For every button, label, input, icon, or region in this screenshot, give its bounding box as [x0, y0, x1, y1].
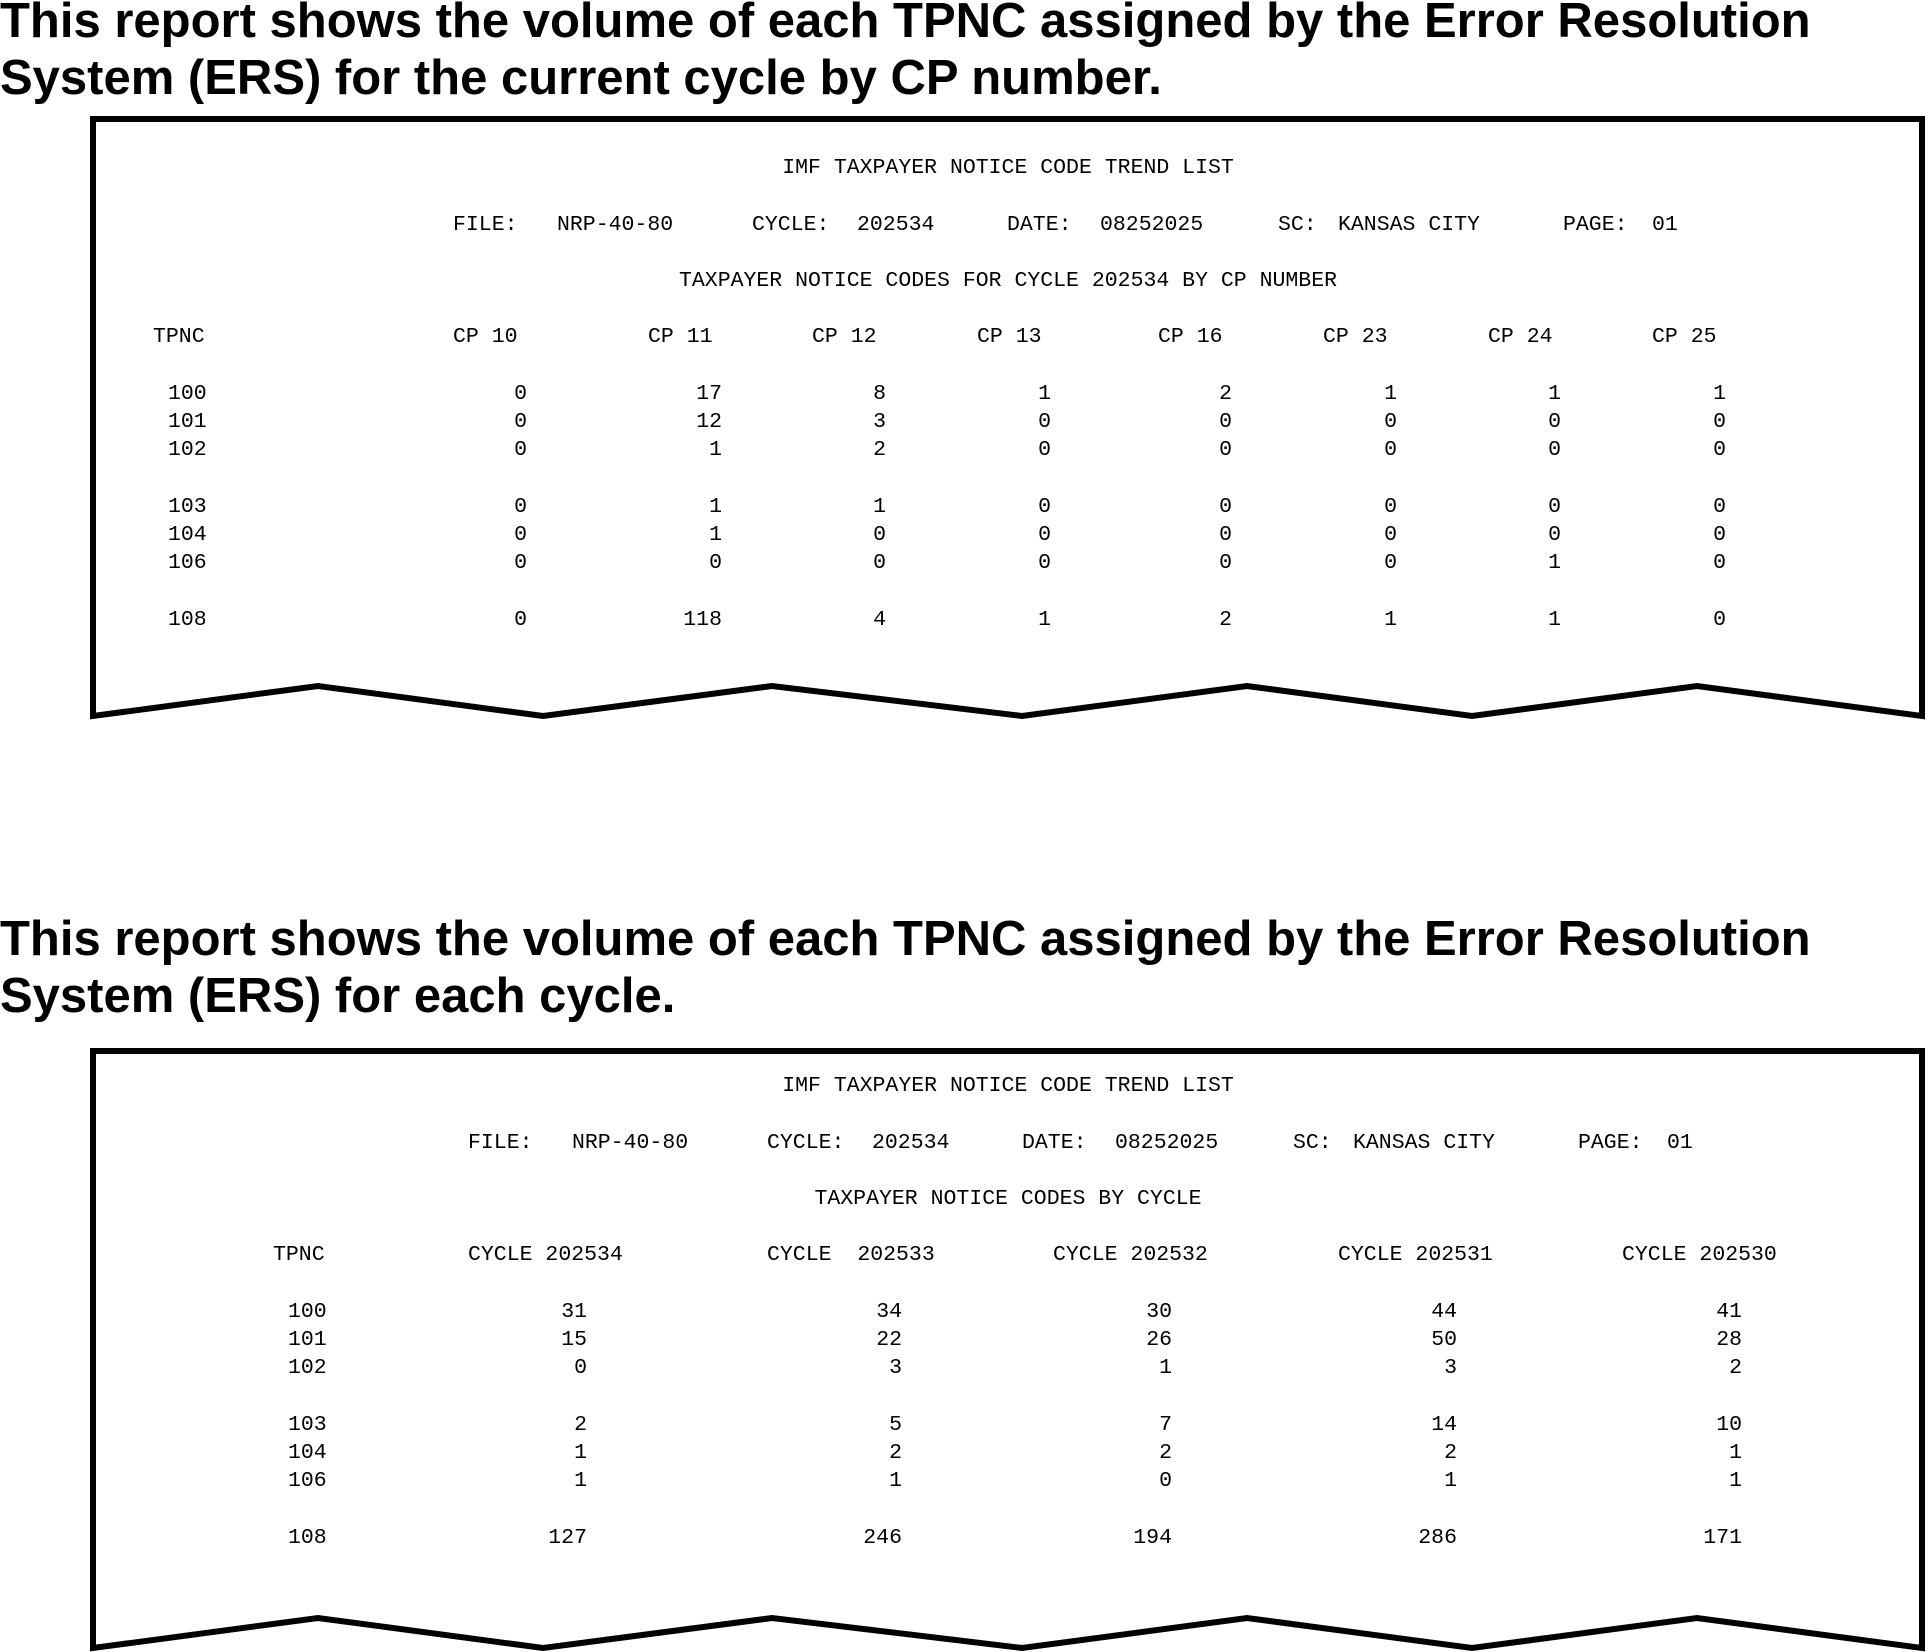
report-2-table-cell: 3: [889, 1356, 902, 1380]
report-2-table-cell: 5: [889, 1413, 902, 1437]
report-2-table-cell: 1: [1159, 1356, 1172, 1380]
report-1-table-cell: 1: [873, 495, 886, 519]
report-1-table-cell: 0: [514, 410, 527, 434]
report-1-table-cell: 1: [1384, 382, 1397, 406]
report-2-table-cell: 10: [1716, 1413, 1742, 1437]
report-2-table-cell: 14: [1431, 1413, 1457, 1437]
report-1-table-cell: 0: [1548, 495, 1561, 519]
report-1-table-cell: 0: [1038, 523, 1051, 547]
report-1-table-cell: 1: [709, 438, 722, 462]
report-1-table-cell: 0: [1713, 438, 1726, 462]
report-2-table-cell: 1: [1444, 1469, 1457, 1493]
report-1-date-label: DATE:: [1007, 213, 1072, 237]
report-1-table-cell: 0: [1384, 523, 1397, 547]
report-2-table-cell: 50: [1431, 1328, 1457, 1352]
report-1-column-header: CP 12: [812, 325, 877, 349]
report-1-table-cell: 0: [1219, 410, 1232, 434]
report-1-column-header: CP 25: [1652, 325, 1717, 349]
report-1-table-cell: 0: [1384, 495, 1397, 519]
report-2-column-header: CYCLE 202530: [1622, 1243, 1777, 1267]
report-2-column-header: CYCLE 202533: [767, 1243, 935, 1267]
report-1-table-cell: 0: [514, 551, 527, 575]
report-2-subtitle: TAXPAYER NOTICE CODES BY CYCLE: [814, 1187, 1202, 1211]
report-1-table-cell: 0: [1384, 410, 1397, 434]
report-2-sc-value: KANSAS CITY: [1353, 1131, 1495, 1155]
report-1-table-cell: 1: [1038, 608, 1051, 632]
report-1-page-label: PAGE:: [1563, 213, 1628, 237]
report-2-cycle-value: 202534: [872, 1131, 950, 1155]
report-2-tpnc-code: 101: [288, 1328, 327, 1352]
report-2-page-value: 01: [1667, 1131, 1693, 1155]
report-1-table-cell: 0: [873, 551, 886, 575]
report-2-table-cell: 2: [1159, 1441, 1172, 1465]
report-1-subtitle: TAXPAYER NOTICE CODES FOR CYCLE 202534 BY CP NUMBER: [678, 269, 1338, 293]
report-1-table-cell: 0: [514, 382, 527, 406]
report-2-table-cell: 2: [889, 1441, 902, 1465]
report-2-column-header: TPNC: [273, 1243, 325, 1267]
report-1-date-value: 08252025: [1100, 213, 1204, 237]
report-1-table-cell: 0: [1713, 495, 1726, 519]
report-1-table-cell: 0: [1219, 523, 1232, 547]
report-1-column-header: TPNC: [153, 325, 205, 349]
report-2-column-header: CYCLE 202534: [468, 1243, 623, 1267]
report-2-table-cell: 2: [1729, 1356, 1742, 1380]
report-1-column-header: CP 23: [1323, 325, 1388, 349]
report-2-table-cell: 34: [876, 1300, 902, 1324]
report-1-table-cell: 0: [1038, 551, 1051, 575]
report-2-file-value: NRP-40-80: [572, 1131, 689, 1155]
report-2-column-header: CYCLE 202531: [1338, 1243, 1493, 1267]
report-1-tpnc-code: 100: [168, 382, 207, 406]
report-1-table-cell: 0: [1038, 438, 1051, 462]
report-2-date-label: DATE:: [1022, 1131, 1087, 1155]
report-1-table-cell: 1: [709, 495, 722, 519]
report-1-table-cell: 0: [1219, 438, 1232, 462]
report-1-table-cell: 0: [709, 551, 722, 575]
report-2-table-cell: 30: [1146, 1300, 1172, 1324]
report-2-file-label: FILE:: [468, 1131, 533, 1155]
report-1-table-cell: 0: [1219, 495, 1232, 519]
report-1-file-value: NRP-40-80: [557, 213, 674, 237]
report-1-table-cell: 1: [1548, 382, 1561, 406]
report-2-tpnc-code: 104: [288, 1441, 327, 1465]
report-2-description: This report shows the volume of each TPNC assigned by the Error Resolution System (ERS) for each cycle.: [0, 912, 1811, 1023]
report-1-table-cell: 1: [1548, 551, 1561, 575]
report-1-tpnc-code: 102: [168, 438, 207, 462]
report-1-table-cell: 2: [1219, 382, 1232, 406]
report-2-table-cell: 7: [1159, 1413, 1172, 1437]
report-2-table-cell: 2: [574, 1413, 587, 1437]
report-2-cycle-label: CYCLE:: [767, 1131, 845, 1155]
report-2-tpnc-code: 100: [288, 1300, 327, 1324]
report-1-tpnc-code: 101: [168, 410, 207, 434]
report-2-table-cell: 127: [548, 1526, 587, 1550]
report-1-table-cell: 0: [514, 523, 527, 547]
report-1-table-cell: 0: [1713, 608, 1726, 632]
report-1-table-cell: 1: [1038, 382, 1051, 406]
report-1-column-header: CP 13: [977, 325, 1042, 349]
report-2-tpnc-code: 108: [288, 1526, 327, 1550]
report-1-column-header: CP 11: [648, 325, 713, 349]
report-2-table-cell: 31: [561, 1300, 587, 1324]
report-2-table-cell: 0: [1159, 1469, 1172, 1493]
report-1-table-cell: 0: [1713, 523, 1726, 547]
report-1-table-cell: 1: [1548, 608, 1561, 632]
report-1-sc-value: KANSAS CITY: [1338, 213, 1480, 237]
report-1-table-cell: 0: [873, 523, 886, 547]
report-1-page-value: 01: [1652, 213, 1678, 237]
report-2-page-label: PAGE:: [1578, 1131, 1643, 1155]
report-1-table-cell: 118: [683, 608, 722, 632]
report-1-table-cell: 2: [1219, 608, 1232, 632]
report-1-column-header: CP 24: [1488, 325, 1553, 349]
report-2-date-value: 08252025: [1115, 1131, 1219, 1155]
report-2-sc-label: SC:: [1293, 1131, 1332, 1155]
report-1-table-cell: 3: [873, 410, 886, 434]
report-2-table-cell: 1: [574, 1441, 587, 1465]
report-1-table-cell: 0: [514, 495, 527, 519]
report-2-table-cell: 1: [889, 1469, 902, 1493]
report-1-cycle-label: CYCLE:: [752, 213, 830, 237]
report-2-table-cell: 15: [561, 1328, 587, 1352]
report-1-tpnc-code: 108: [168, 608, 207, 632]
report-1-table-cell: 0: [1038, 410, 1051, 434]
report-1-table-cell: 0: [1548, 438, 1561, 462]
report-2-table-cell: 194: [1133, 1526, 1172, 1550]
report-1-sc-label: SC:: [1278, 213, 1317, 237]
report-1-table-cell: 4: [873, 608, 886, 632]
report-1-table-cell: 0: [1548, 523, 1561, 547]
report-2-title: IMF TAXPAYER NOTICE CODE TREND LIST: [782, 1074, 1234, 1098]
report-2-table-cell: 286: [1418, 1526, 1457, 1550]
report-2-column-header: CYCLE 202532: [1053, 1243, 1208, 1267]
report-2-table-cell: 1: [574, 1469, 587, 1493]
report-1-table-cell: 12: [696, 410, 722, 434]
report-1-table-cell: 8: [873, 382, 886, 406]
report-2-table-cell: 26: [1146, 1328, 1172, 1352]
report-2-tpnc-code: 103: [288, 1413, 327, 1437]
report-2-table-cell: 22: [876, 1328, 902, 1352]
report-1-tpnc-code: 103: [168, 495, 207, 519]
report-2-table-cell: 44: [1431, 1300, 1457, 1324]
report-1-table-cell: 0: [1219, 551, 1232, 575]
report-1-table-cell: 0: [1038, 495, 1051, 519]
report-2-table-cell: 171: [1703, 1526, 1742, 1550]
report-1-table-cell: 0: [1713, 410, 1726, 434]
report-2-table-cell: 1: [1729, 1469, 1742, 1493]
report-2-table-cell: 2: [1444, 1441, 1457, 1465]
report-1-title: IMF TAXPAYER NOTICE CODE TREND LIST: [782, 156, 1234, 180]
report-1-table-cell: 1: [1384, 608, 1397, 632]
report-1-table-cell: 17: [696, 382, 722, 406]
report-2-table-cell: 0: [574, 1356, 587, 1380]
report-2-table-cell: 28: [1716, 1328, 1742, 1352]
report-2-table-cell: 41: [1716, 1300, 1742, 1324]
report-1-file-label: FILE:: [453, 213, 518, 237]
report-1-tpnc-code: 104: [168, 523, 207, 547]
report-2-tpnc-code: 102: [288, 1356, 327, 1380]
report-1-table-cell: 0: [514, 438, 527, 462]
report-1-description: This report shows the volume of each TPNC assigned by the Error Resolution System (ERS) for the current cycle by CP number.: [0, 0, 1811, 105]
report-2-tpnc-code: 106: [288, 1469, 327, 1493]
report-1-tpnc-code: 106: [168, 551, 207, 575]
report-1-table-cell: 1: [1713, 382, 1726, 406]
report-1-table-cell: 1: [709, 523, 722, 547]
report-1-cycle-value: 202534: [857, 213, 935, 237]
report-1-column-header: CP 16: [1158, 325, 1223, 349]
report-1-table-cell: 0: [1713, 551, 1726, 575]
report-1-table-cell: 0: [1548, 410, 1561, 434]
report-1-table-cell: 0: [1384, 438, 1397, 462]
report-2-table-cell: 246: [863, 1526, 902, 1550]
report-2-table-cell: 3: [1444, 1356, 1457, 1380]
report-1-column-header: CP 10: [453, 325, 518, 349]
report-2-table-cell: 1: [1729, 1441, 1742, 1465]
report-1-table-cell: 0: [514, 608, 527, 632]
report-1-table-cell: 0: [1384, 551, 1397, 575]
report-1-table-cell: 2: [873, 438, 886, 462]
